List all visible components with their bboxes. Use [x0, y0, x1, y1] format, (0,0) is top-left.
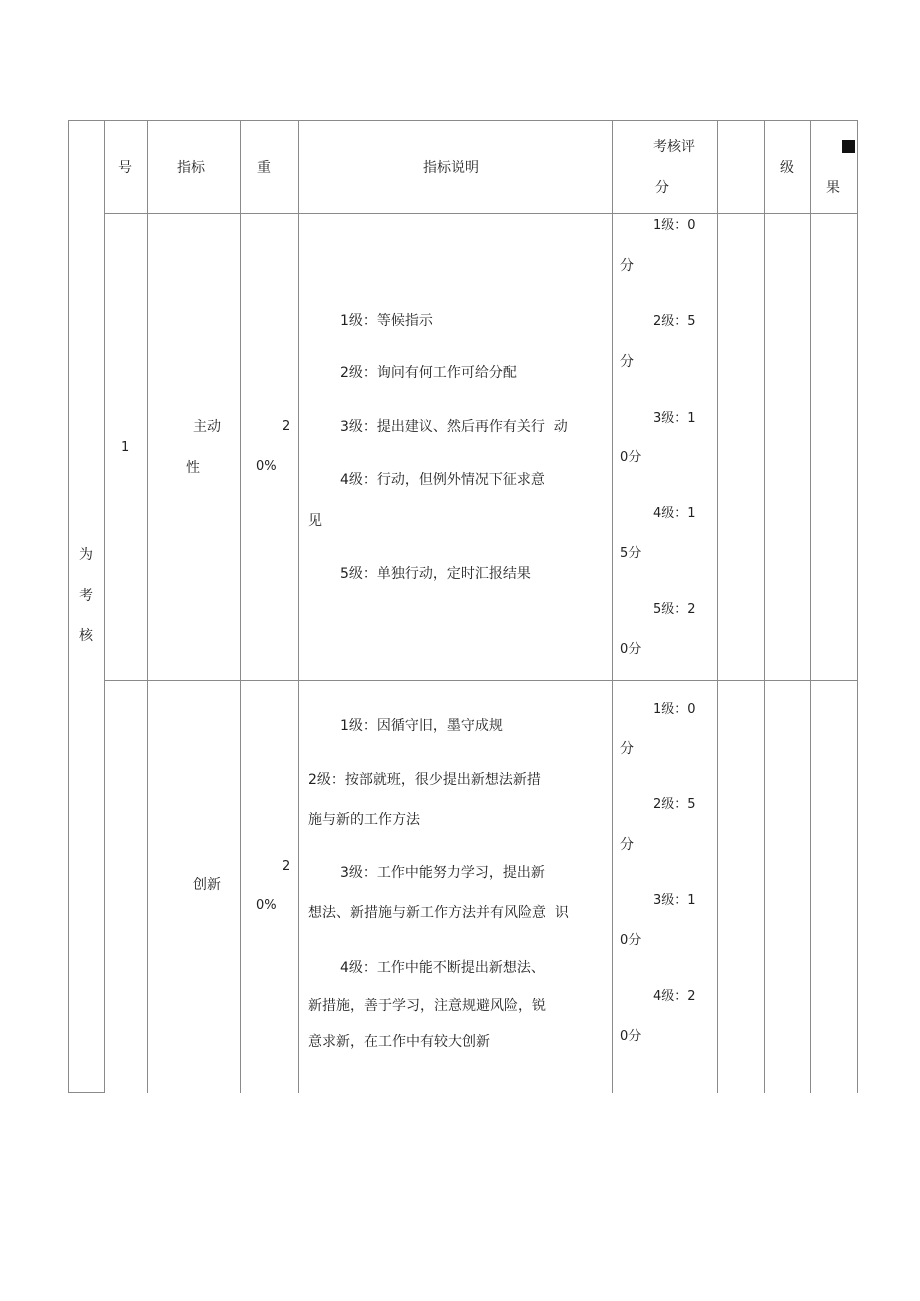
score-line: 1级：0: [653, 702, 696, 717]
header-score: 分: [655, 180, 669, 196]
col-line-2: [147, 120, 148, 1093]
score-line: 3级：1: [653, 411, 696, 426]
desc-line: 1级：等候指示: [340, 313, 433, 329]
score-line: 分: [620, 258, 634, 274]
desc-line: 4级：行动，但例外情况下征求意: [340, 472, 545, 488]
header-level: 级: [780, 160, 794, 176]
desc-line: 5级：单独行动，定时汇报结果: [340, 566, 531, 582]
score-line: 0分: [620, 642, 642, 657]
score-line: 4级：1: [653, 506, 696, 521]
row-weight: 2: [282, 859, 291, 874]
desc-line: 施与新的工作方法: [308, 812, 420, 828]
desc-line: 2级：按部就班，很少提出新想法新措: [308, 772, 541, 788]
header-weight: 重: [257, 160, 271, 176]
col-line-0: [68, 120, 69, 1093]
desc-line: 想法、新措施与新工作方法并有风险意 识: [308, 905, 569, 921]
col-line-4: [298, 120, 299, 1093]
row-indicator: 性: [186, 460, 200, 476]
score-line: 3级：1: [653, 893, 696, 908]
score-line: 2级：5: [653, 797, 696, 812]
desc-line: 3级：提出建议、然后再作有关行 动: [340, 419, 568, 435]
score-line: 1级：0: [653, 218, 696, 233]
score-line: 5级：2: [653, 602, 696, 617]
side-char: 为: [79, 547, 93, 563]
col-line-1: [104, 120, 105, 1093]
header-indicator: 指标: [177, 160, 205, 176]
side-bottom-border: [68, 1092, 104, 1093]
filled-square-icon: [842, 140, 855, 153]
row-divider: [104, 680, 858, 681]
header-divider: [104, 213, 858, 214]
desc-line: 2级：询问有何工作可给分配: [340, 365, 517, 381]
header-num: 号: [118, 160, 132, 176]
col-line-8: [810, 120, 811, 1093]
header-desc: 指标说明: [423, 160, 479, 176]
score-line: 分: [620, 837, 634, 853]
score-line: 分: [620, 354, 634, 370]
score-line: 2级：5: [653, 314, 696, 329]
side-char: 考: [79, 588, 93, 604]
col-line-3: [240, 120, 241, 1093]
desc-line: 1级：因循守旧，墨守成规: [340, 718, 503, 734]
row-indicator: 主动: [193, 419, 221, 435]
col-line-5: [612, 120, 613, 1093]
col-line-7: [764, 120, 765, 1093]
table-top-border: [68, 120, 858, 121]
score-line: 0分: [620, 933, 642, 948]
desc-line: 新措施，善于学习，注意规避风险，锐: [308, 998, 546, 1014]
col-line-6: [717, 120, 718, 1093]
header-score: 考核评: [653, 139, 695, 155]
row-weight: 0%: [256, 898, 277, 913]
header-result: 果: [826, 180, 840, 196]
desc-line: 4级：工作中能不断提出新想法、: [340, 960, 545, 976]
col-line-9: [857, 120, 858, 1093]
desc-line: 意求新，在工作中有较大创新: [308, 1034, 490, 1050]
score-line: 分: [620, 741, 634, 757]
row-weight: 2: [282, 419, 291, 434]
desc-line: 见: [308, 513, 322, 529]
row-indicator: 创新: [193, 877, 221, 893]
desc-line: 3级：工作中能努力学习，提出新: [340, 865, 545, 881]
side-char: 核: [79, 628, 93, 644]
row-weight: 0%: [256, 459, 277, 474]
score-line: 5分: [620, 546, 642, 561]
row-num: 1: [121, 440, 130, 455]
score-line: 0分: [620, 1029, 642, 1044]
score-line: 4级：2: [653, 989, 696, 1004]
score-line: 0分: [620, 450, 642, 465]
